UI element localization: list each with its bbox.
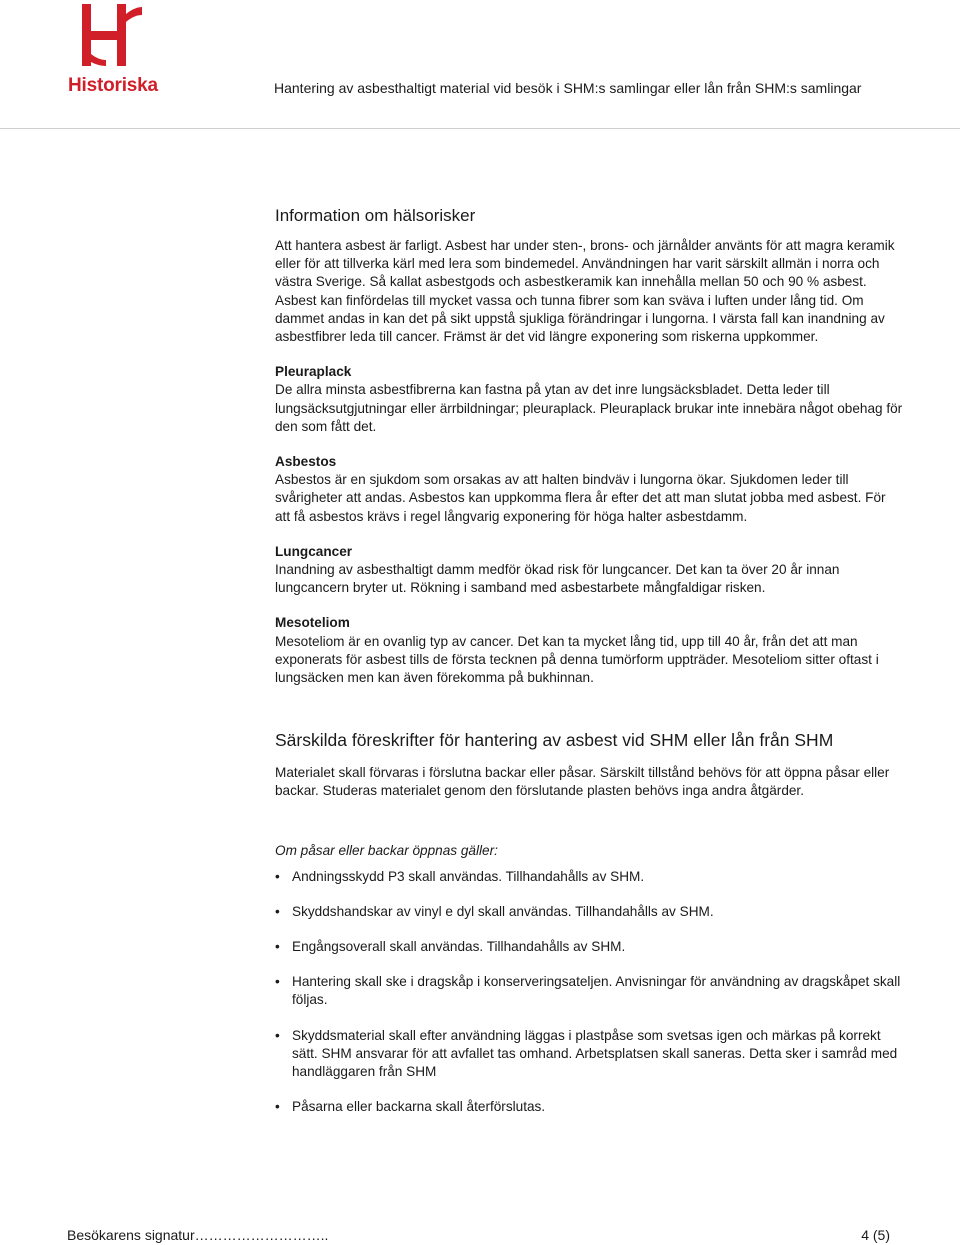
bullet-icon: •: [275, 939, 280, 955]
subsection-text: Asbestos är en sjukdom som orsakas av att halten bindväv i lungorna ökar. Sjukdomen leder till svårigheter att andas. Asbestos kan uppkomma flera år efter det att man slutat jobba med asbest. För att få asbestos krävs i regel långvarig exponering för höga halter asbestdamm.: [275, 472, 886, 524]
bullet-icon: •: [275, 1027, 280, 1043]
subsection-title: Mesoteliom: [275, 615, 350, 631]
health-info-title: Information om hälsorisker: [275, 206, 476, 225]
health-intro-paragraph: Att hantera asbest är farligt. Asbest har under sten-, brons- och järnålder använts för att magra keramik eller för att tillverka kärl med lera som bindemedel. Användningen har varit särskilt allmän i norra och västra Sverige. Så kallat asbestgods och asbestkeramik kan innehålla mellan 50 och 90 % asbest. Asbest kan finfördelas till mycket vassa och tunna fibrer som kan sväva i luften under lång tid. Om dammet andas in kan det på sikt uppstå sjukliga förändringar i lungorna. I värsta fall kan inandning av asbestfibrer leda till cancer. Främst är det vid längre exponering som riskerna uppkommer.: [275, 238, 895, 345]
visitor-signature-line: Besökarens signatur………………………..: [67, 1227, 329, 1243]
subsection-title: Lungcancer: [275, 543, 353, 559]
conditions-list: [275, 868, 903, 1117]
list-item-text: Andningsskydd P3 skall användas. Tillhandahålls av SHM.: [292, 868, 645, 884]
main-content: [275, 206, 903, 1134]
subsection-title: Asbestos: [275, 454, 337, 470]
subsection-text: De allra minsta asbestfibrerna kan fastna på ytan av det inre lungsäcksbladet. Detta leder till lungsäcksutgjutningar eller ärrbildningar; pleuraplack. Pleuraplack brukar inte innebära något obehag för den som fått det.: [275, 382, 903, 434]
bullet-icon: •: [275, 1099, 280, 1115]
subsection-mesoteliom: [275, 614, 903, 687]
subsection-title: Pleuraplack: [275, 364, 352, 380]
conditions-intro: Om påsar eller backar öppnas gäller:: [275, 842, 498, 858]
list-item-text: Påsarna eller backarna skall återförslutas.: [292, 1099, 546, 1115]
list-item: [275, 938, 903, 956]
list-item: [275, 903, 903, 921]
historiska-logo: [68, 2, 163, 97]
list-item-text: Hantering skall ske i dragskåp i konserveringsateljen. Anvisningar för användning av dragskåpet skall följas.: [292, 974, 901, 1008]
list-item-text: Engångsoverall skall användas. Tillhandahålls av SHM.: [292, 939, 626, 955]
bullet-icon: •: [275, 903, 280, 919]
list-item-text: Skyddshandskar av vinyl e dyl skall användas. Tillhandahålls av SHM.: [292, 903, 714, 919]
historiska-h-logo-icon: [82, 2, 142, 68]
page-number: 4 (5): [861, 1227, 890, 1243]
list-item: [275, 973, 903, 1009]
bullet-icon: •: [275, 868, 280, 884]
subsection-asbestos: [275, 453, 903, 526]
list-item: [275, 1098, 903, 1116]
logo-text: Historiska: [68, 75, 158, 96]
subsection-pleuraplack: [275, 363, 903, 436]
subsection-text: Inandning av asbesthaltigt damm medför ökad risk för lungcancer. Det kan ta över 20 år innan lungcancern bryter ut. Rökning i samband med asbestarbete mångfaldigar risken.: [275, 562, 840, 596]
header-divider: [0, 128, 960, 129]
subsection-text: Mesoteliom är en ovanlig typ av cancer. Det kan ta mycket lång tid, upp till 40 år, från det att man exponerats för asbest tills de första tecknen på denna tumörform uppträder. Mesoteliom sitter oftast i lungsäcken men kan även förekomma på bukhinnan.: [275, 633, 879, 686]
document-header-title: Hantering av asbesthaltigt material vid besök i SHM:s samlingar eller lån från SHM:s samlingar: [274, 80, 862, 96]
list-item: [275, 868, 903, 886]
rules-title: Särskilda föreskrifter för hantering av asbest vid SHM eller lån från SHM: [275, 730, 834, 751]
list-item: [275, 1027, 903, 1082]
subsection-lungcancer: [275, 543, 903, 598]
list-item-text: Skyddsmaterial skall efter användning läggas i plastpåse som svetsas igen och märkas på korrekt sätt. SHM ansvarar för att avfallet tas omhand. Arbetsplatsen skall saneras. Detta sker i samråd med handläggaren från SHM: [292, 1027, 898, 1080]
rules-paragraph: Materialet skall förvaras i förslutna backar eller påsar. Särskilt tillstånd behövs för att öppna påsar eller backar. Studeras materialet genom den förslutande plasten behövs inga andra åtgärder.: [275, 765, 890, 799]
bullet-icon: •: [275, 974, 280, 990]
